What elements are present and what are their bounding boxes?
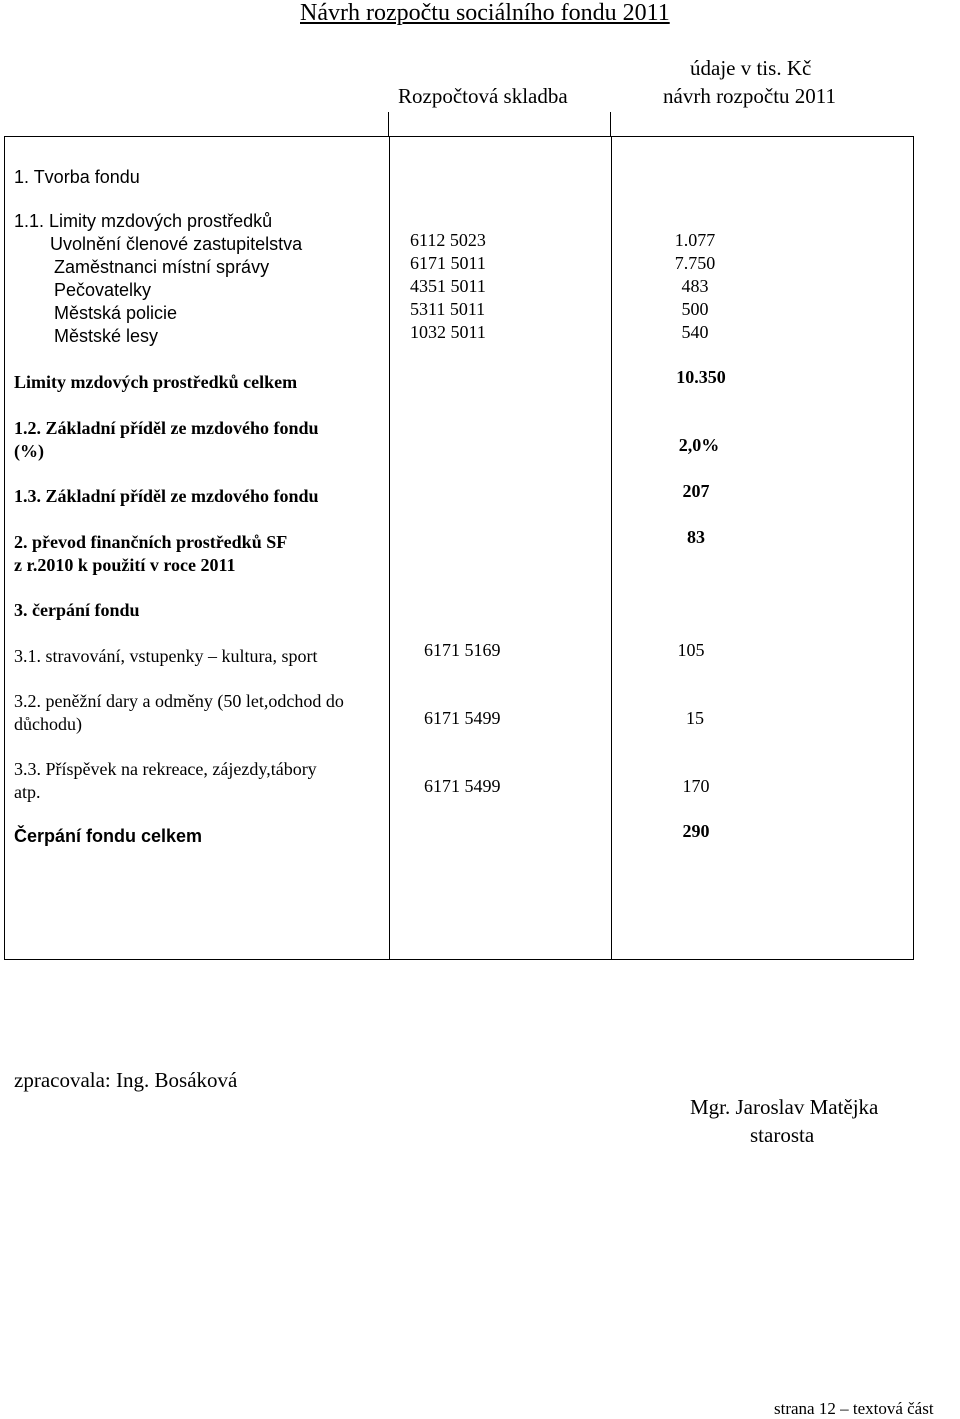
row-label: 3.1. stravování, vstupenky – kultura, sport [14,646,318,666]
row-code: 6171 5499 [424,776,501,796]
subsection-heading: 1.1. Limity mzdových prostředků [14,211,273,231]
column-header-navrh: návrh rozpočtu 2011 [663,84,837,108]
table-column-divider [611,137,612,959]
row-label: 3.3. Příspěvek na rekreace, zájezdy,tábory [14,759,317,779]
signer-name: Mgr. Jaroslav Matějka [690,1095,879,1119]
row-label: atp. [14,782,41,802]
transfer-label: z r.2010 k použití v roce 2011 [14,555,236,575]
row-label: 3.2. peněžní dary a odměny (50 let,odchod do [14,691,344,711]
signer-role: starosta [750,1123,815,1147]
base-label: 1.3. Základní příděl ze mzdového fondu [14,486,319,506]
header-divider-left [388,112,389,137]
row-code: 6171 5169 [424,640,501,660]
pct-label: (%) [14,441,44,461]
row-code: 4351 5011 [410,276,486,296]
row-value: 105 [677,640,705,660]
page-number: strana 12 – textová část [774,1399,934,1418]
section-heading: 3. čerpání fondu [14,600,140,620]
table-column-divider [389,137,390,959]
section-heading: 1. Tvorba fondu [14,167,140,187]
row-code: 6171 5499 [424,708,501,728]
row-value: 483 [681,276,709,296]
row-value: 7.750 [674,253,716,273]
row-value: 540 [681,322,709,342]
row-label: Městská policie [54,303,178,323]
base-value: 207 [682,481,710,501]
row-code: 6171 5011 [410,253,486,273]
spending-total-label: Čerpání fondu celkem [14,826,203,846]
column-header-skladba: Rozpočtová skladba [398,84,568,108]
row-value: 15 [686,708,704,728]
transfer-label: 2. převod finančních prostředků SF [14,532,288,552]
row-label: Uvolnění členové zastupitelstva [50,234,303,254]
pct-label: 1.2. Základní příděl ze mzdového fondu [14,418,319,438]
row-value: 170 [682,776,710,796]
header-divider-right [610,112,611,137]
unit-note: údaje v tis. Kč [690,56,812,80]
row-label: Pečovatelky [54,280,152,300]
document-title: Návrh rozpočtu sociálního fondu 2011 [300,0,670,26]
transfer-value: 83 [687,527,705,547]
row-label: důchodu) [14,714,82,734]
row-value: 1.077 [674,230,716,250]
limits-total-label: Limity mzdových prostředků celkem [14,372,298,392]
row-code: 1032 5011 [410,322,486,342]
row-code: 5311 5011 [410,299,486,319]
row-label: Městské lesy [54,326,159,346]
pct-value: 2,0% [678,435,720,455]
limits-total-value: 10.350 [676,367,726,387]
spending-total-value: 290 [682,821,710,841]
row-value: 500 [681,299,709,319]
prepared-by: zpracovala: Ing. Bosáková [14,1068,238,1092]
row-code: 6112 5023 [410,230,486,250]
row-label: Zaměstnanci místní správy [54,257,270,277]
